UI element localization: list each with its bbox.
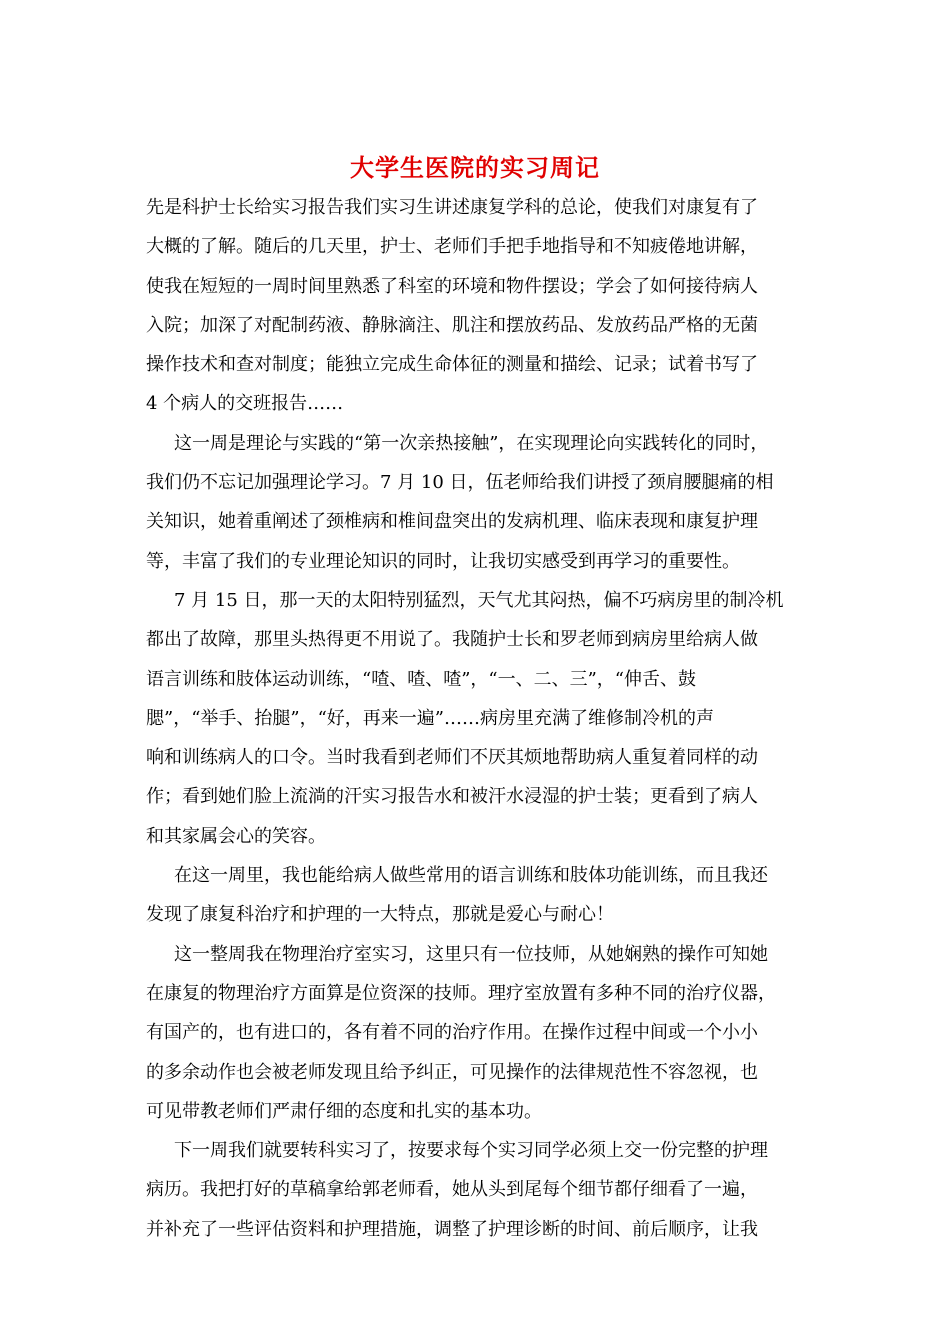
text-line: 7 月 15 日，那一天的太阳特别猛烈，天气尤其闷热，偏不巧病房里的制冷机 — [174, 589, 784, 611]
text-line: 使我在短短的一周时间里熟悉了科室的环境和物件摆设；学会了如何接待病人 — [146, 275, 758, 297]
text-line: 发现了康复科治疗和护理的一大特点，那就是爱心与耐心！ — [146, 904, 614, 926]
text-line: 这一整周我在物理治疗室实习，这里只有一位技师，从她娴熟的操作可知她 — [174, 943, 768, 965]
text-line: 响和训练病人的口令。当时我看到老师们不厌其烦地帮助病人重复着同样的动 — [146, 747, 758, 769]
text-line: 的多余动作也会被老师发现且给予纠正，可见操作的法律规范性不容忽视，也 — [146, 1061, 758, 1083]
text-line: 和其家属会心的笑容。 — [146, 825, 326, 847]
text-line: 我们仍不忘记加强理论学习。7 月 10 日，伍老师给我们讲授了颈肩腰腿痛的相 — [146, 472, 774, 494]
text-line: 作；看到她们脸上流淌的汗实习报告水和被汗水浸湿的护士装；更看到了病人 — [146, 786, 758, 808]
text-line: 在康复的物理治疗方面算是位资深的技师。理疗室放置有多种不同的治疗仪器， — [146, 982, 776, 1004]
document-body — [146, 188, 810, 1249]
text-line: 病历。我把打好的草稿拿给郭老师看，她从头到尾每个细节都仔细看了一遍， — [146, 1179, 758, 1201]
document-title: 大学生医院的实习周记 — [350, 153, 600, 182]
text-line: 可见带教老师们严肃仔细的态度和扎实的基本功。 — [146, 1100, 542, 1122]
text-line: 关知识，她着重阐述了颈椎病和椎间盘突出的发病机理、临床表现和康复护理 — [146, 511, 758, 533]
text-line: 都出了故障，那里头热得更不用说了。我随护士长和罗老师到病房里给病人做 — [146, 629, 758, 651]
text-line: 入院；加深了对配制药液、静脉滴注、肌注和摆放药品、发放药品严格的无菌 — [146, 314, 758, 336]
text-line: 腮”，“举手、抬腿”，“好，再来一遍”……病房里充满了维修制冷机的声 — [146, 707, 715, 729]
text-line: 这一周是理论与实践的“第一次亲热接触”，在实现理论向实践转化的同时， — [174, 432, 769, 454]
text-line: 先是科护士长给实习报告我们实习生讲述康复学科的总论，使我们对康复有了 — [146, 197, 758, 218]
text-line: 操作技术和查对制度；能独立完成生命体征的测量和描绘、记录；试着书写了 — [146, 354, 758, 376]
text-line: 有国产的，也有进口的，各有着不同的治疗作用。在操作过程中间或一个小小 — [146, 1022, 758, 1044]
text-line: 语言训练和肢体运动训练，“喳、喳、喳”，“一、二、三”，“伸舌、鼓 — [146, 668, 697, 690]
text-line: 在这一周里，我也能给病人做些常用的语言训练和肢体功能训练，而且我还 — [174, 865, 768, 887]
text-line: 下一周我们就要转科实习了，按要求每个实习同学必须上交一份完整的护理 — [174, 1140, 768, 1162]
text-line: 等，丰富了我们的专业理论知识的同时，让我切实感受到再学习的重要性。 — [146, 550, 740, 572]
text-line: 4 个病人的交班报告…… — [146, 393, 344, 415]
text-line: 并补充了一些评估资料和护理措施，调整了护理诊断的时间、前后顺序，让我 — [146, 1218, 758, 1240]
text-line: 大概的了解。随后的几天里，护士、老师们手把手地指导和不知疲倦地讲解， — [146, 236, 758, 258]
